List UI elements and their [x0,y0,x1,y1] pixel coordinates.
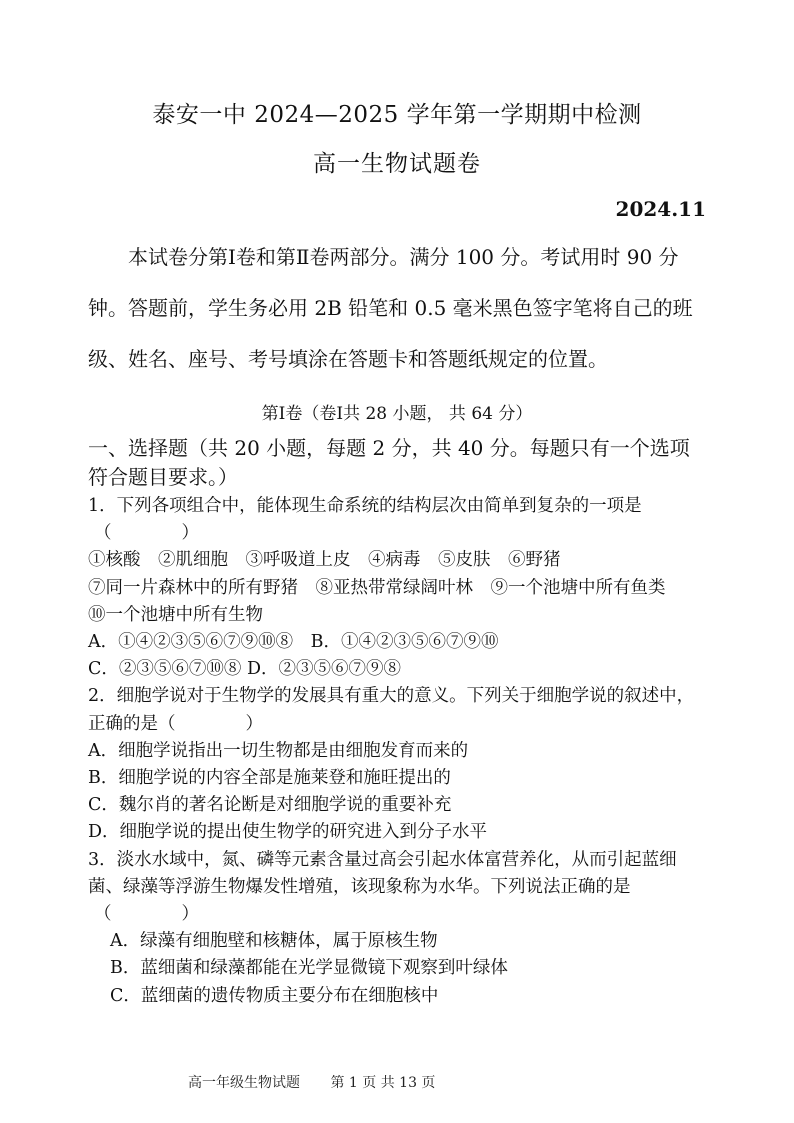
exam-subtitle: 高一生物试题卷 [313,151,481,177]
part-heading [88,434,712,492]
q1-items-3: ⑩一个池塘中所有生物 [88,604,263,625]
q1-items-1: ①核酸 ②肌细胞 ③呼吸道上皮 ④病毒 ⑤皮肤 ⑥野猪 [88,550,561,571]
volume-heading: 第Ⅰ卷（卷Ⅰ共 28 小题， 共 64 分） [261,404,533,424]
part-heading-line-1: 一、选择题（共 20 小题，每题 2 分，共 40 分。每题只有一个选项 [88,436,690,460]
q1-options-cd: C．②③⑤⑥⑦⑩⑧ D．②③⑤⑥⑦⑨⑧ [88,659,401,680]
instructions-line-1: 本试卷分第Ⅰ卷和第Ⅱ卷两部分。满分 100 分。考试用时 90 分 [128,245,679,269]
q2-option-c: C．魏尔肖的著名论断是对细胞学说的重要补充 [88,795,452,816]
instructions-line-2: 钟。答题前，学生务必用 2B 铅笔和 0.5 毫米黑色签字笔将自己的班 [88,296,693,320]
exam-title: 泰安一中 2024—2025 学年第一学期期中检测 [152,102,642,128]
exam-date: 2024.11 [615,197,706,221]
exam-instructions [88,232,710,385]
q2-stem-1: 2．细胞学说对于生物学的发展具有重大的意义。下列关于细胞学说的叙述中， [88,686,695,707]
q3-option-b: B．蓝细菌和绿藻都能在光学显微镜下观察到叶绿体 [110,958,508,979]
q2-option-d: D．细胞学说的提出使生物学的研究进入到分子水平 [88,822,488,843]
q3-option-c: C．蓝细菌的遗传物质主要分布在细胞核中 [110,985,439,1006]
q1-items-2: ⑦同一片森林中的所有野猪 ⑧亚热带常绿阔叶林 ⑨一个池塘中所有鱼类 [88,577,666,598]
part-heading-line-2: 符合题目要求。） [88,465,238,489]
q3-stem-2: 菌、绿藻等浮游生物爆发性增殖，该现象称为水华。下列说法正确的是 [88,876,631,897]
instructions-line-3: 级、姓名、座号、考号填涂在答题卡和答题纸规定的位置。 [88,347,608,371]
q3-stem-1: 3．淡水水域中，氮、磷等元素含量过高会引起水体富营养化，从而引起蓝细 [88,849,677,870]
footer-page-number: 第 1 页 共 13 页 [330,1075,436,1091]
q3-option-a: A．绿藻有细胞壁和核糖体，属于原核生物 [110,931,438,952]
q2-stem-2: 正确的是（ ） [88,713,263,734]
question-list [88,493,718,1010]
q3-answer-blank: （ ） [94,904,199,925]
q1-options-ab: A．①④②③⑤⑥⑦⑨⑩⑧ B．①④②③⑤⑥⑦⑨⑩ [88,632,499,653]
page-footer [188,1072,461,1092]
q1-stem: 1．下列各项组合中，能体现生命系统的结构层次由简单到复杂的一项是 [88,496,642,516]
footer-course: 高一年级生物试题 [188,1075,300,1091]
q2-option-a: A．细胞学说指出一切生物都是由细胞发育而来的 [88,740,469,761]
q2-option-b: B．细胞学说的内容全部是施莱登和施旺提出的 [88,768,451,789]
q1-answer-blank: （ ） [94,523,199,544]
